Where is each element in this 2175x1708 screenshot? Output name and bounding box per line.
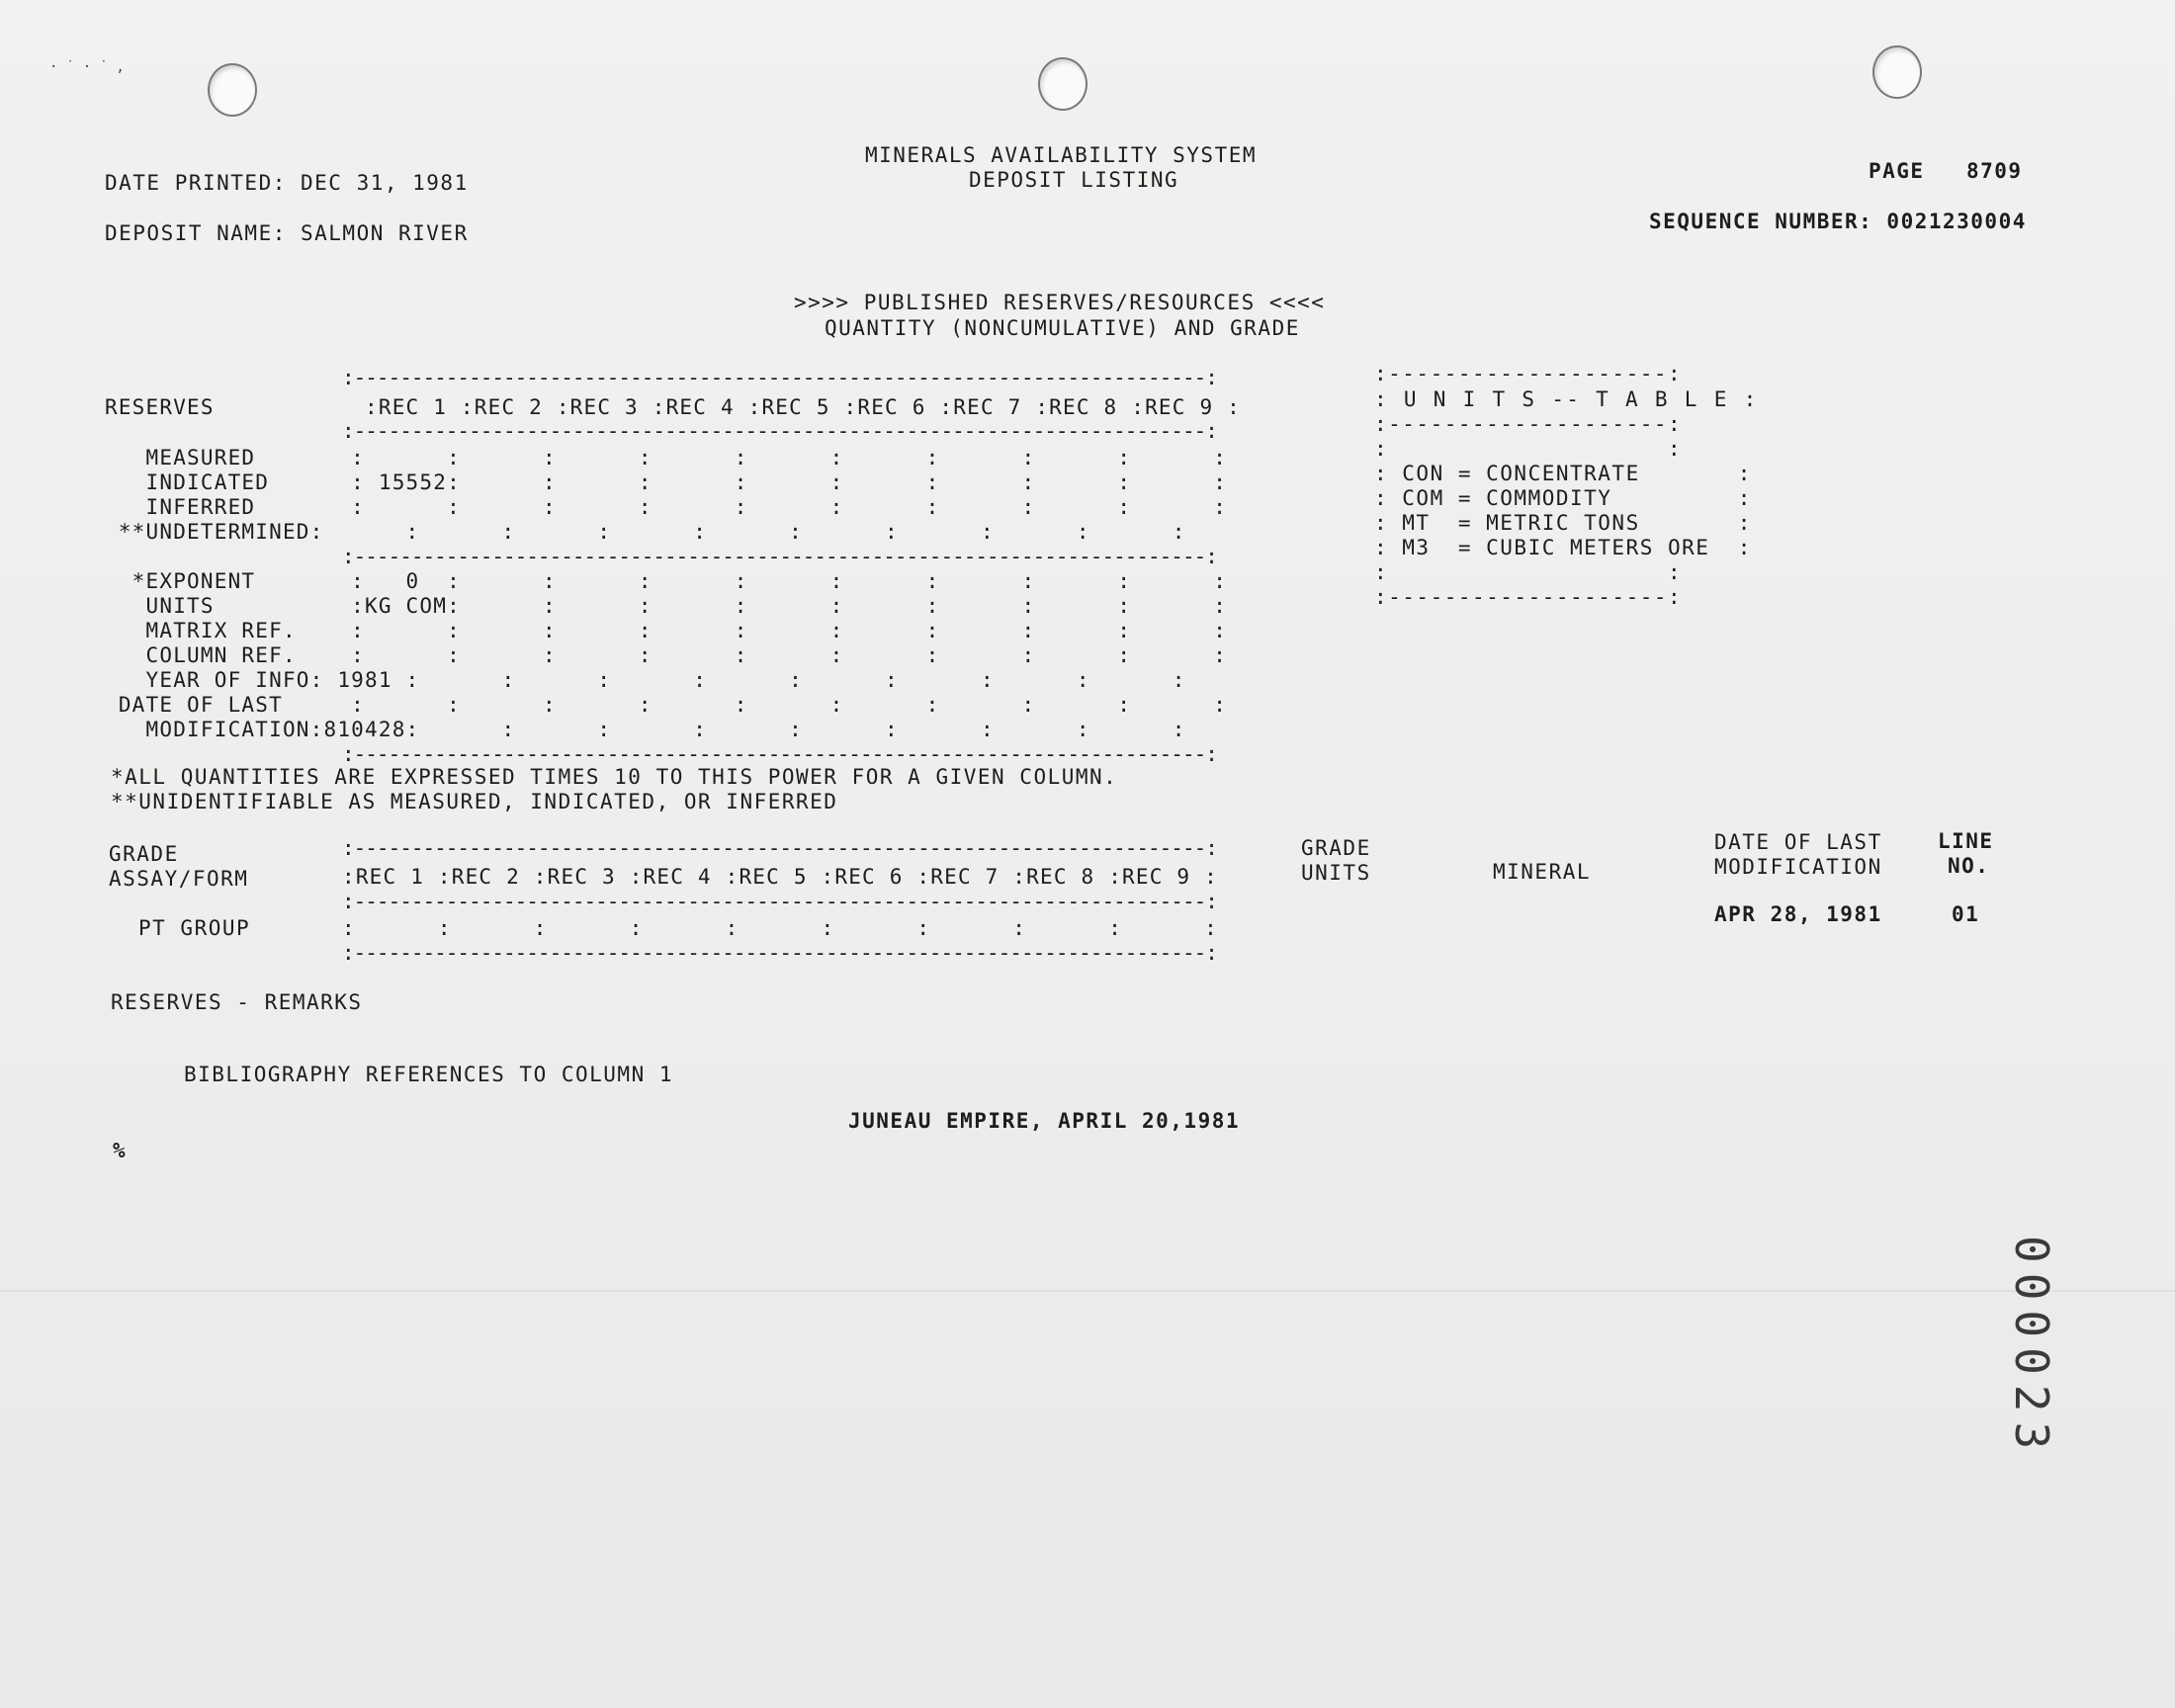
line-no-header: NO. [1948, 854, 1990, 878]
exponent-footnote: *ALL QUANTITIES ARE EXPRESSED TIMES 10 TO THIS POWER FOR A GIVEN COLUMN. [111, 765, 1118, 789]
section-subtitle: QUANTITY (NONCUMULATIVE) AND GRADE [825, 316, 1300, 340]
undetermined-footnote: **UNIDENTIFIABLE AS MEASURED, INDICATED, OR INFERRED [111, 790, 838, 813]
reserves-top-border: :--------------------------------------------------------------------------: [342, 366, 1217, 389]
units-blank-2: : : [1374, 560, 1683, 584]
row-measured: MEASURED : : : : : : : : : : [105, 446, 1228, 470]
page-fold-line [0, 1290, 2175, 1292]
grade-header-row: :REC 1 :REC 2 :REC 3 :REC 4 :REC 5 :REC 6 :REC 7 :REC 8 :REC 9 : [342, 865, 1218, 889]
row-units: UNITS :KG COM: : : : : : : : : [105, 594, 1228, 618]
units-bottom-border: :--------------------: [1374, 585, 1683, 609]
assay-form-label: ASSAY/FORM [109, 867, 249, 891]
grade-separator: :--------------------------------------------------------------------------: [342, 890, 1217, 913]
listing-subtitle: DEPOSIT LISTING [969, 168, 1179, 192]
mineral-header: MINERAL [1493, 860, 1592, 884]
units-top-border: :--------------------: [1374, 362, 1683, 385]
reserves-remarks-title: RESERVES - REMARKS [111, 990, 363, 1014]
punch-hole-center [1038, 57, 1088, 111]
units-m3: : M3 = CUBIC METERS ORE : [1374, 536, 1752, 559]
sequence-number: SEQUENCE NUMBER: 0021230004 [1649, 210, 2027, 233]
date-printed: DATE PRINTED: DEC 31, 1981 [105, 171, 469, 195]
punch-hole-left [208, 63, 257, 117]
units-con: : CON = CONCENTRATE : [1374, 462, 1752, 485]
section-title: >>>> PUBLISHED RESERVES/RESOURCES <<<< [794, 291, 1326, 314]
row-modification: MODIFICATION:810428: : : : : : : : : [105, 718, 1186, 741]
system-title: MINERALS AVAILABILITY SYSTEM [865, 143, 1258, 167]
punch-hole-right [1872, 45, 1922, 99]
units-com: : COM = COMMODITY : [1374, 486, 1752, 510]
pt-group-label: PT GROUP [138, 916, 251, 940]
row-date-of-last: DATE OF LAST : : : : : : : : : : [105, 693, 1228, 717]
reserves-separator: :--------------------------------------------------------------------------: [342, 419, 1217, 443]
reserves-bottom-border: :--------------------------------------------------------------------------: [342, 742, 1217, 766]
grade-bottom-border: :--------------------------------------------------------------------------: [342, 941, 1217, 965]
ink-specks: · ˙ · ˙ , [49, 59, 125, 75]
line-number-value: 01 [1952, 902, 1980, 926]
grade-top-border: :--------------------------------------------------------------------------: [342, 836, 1217, 860]
bibliography-reference: JUNEAU EMPIRE, APRIL 20,1981 [848, 1109, 1241, 1133]
pt-group-row: : : : : : : : : : : [342, 916, 1218, 940]
side-stamp-number: 000023 [2005, 1236, 2058, 1460]
row-inferred: INFERRED : : : : : : : : : : [105, 495, 1228, 519]
reserves-separator-2: :--------------------------------------------------------------------------: [342, 545, 1217, 568]
row-indicated: INDICATED : 15552: : : : : : : : : [105, 470, 1228, 494]
row-matrix-ref: MATRIX REF. : : : : : : : : : : [105, 619, 1228, 642]
deposit-name: DEPOSIT NAME: SALMON RIVER [105, 221, 469, 245]
grade-label: GRADE [109, 842, 179, 866]
row-undetermined: **UNDETERMINED: : : : : : : : : : [105, 520, 1186, 544]
grade-units-header-2: UNITS [1301, 861, 1371, 885]
line-header: LINE [1938, 829, 1994, 853]
page-number: PAGE 8709 [1869, 159, 2023, 183]
units-mt: : MT = METRIC TONS : [1374, 511, 1752, 535]
modification-header: MODIFICATION [1714, 855, 1882, 879]
row-column-ref: COLUMN REF. : : : : : : : : : : [105, 643, 1228, 667]
row-year-of-info: YEAR OF INFO: 1981 : : : : : : : : : [105, 668, 1186, 692]
reserves-header-row: RESERVES :REC 1 :REC 2 :REC 3 :REC 4 :REC 5 :REC 6 :REC 7 :REC 8 :REC 9 : [105, 395, 1241, 419]
units-blank: : : [1374, 437, 1683, 461]
bibliography-heading: BIBLIOGRAPHY REFERENCES TO COLUMN 1 [184, 1063, 674, 1086]
units-title: : U N I T S -- T A B L E : [1374, 387, 1759, 411]
row-exponent: *EXPONENT : 0 : : : : : : : : : [105, 569, 1228, 593]
modification-date-value: APR 28, 1981 [1714, 902, 1882, 926]
grade-units-header-1: GRADE [1301, 836, 1371, 860]
percent-marker: % [113, 1139, 128, 1162]
units-separator: :--------------------: [1374, 412, 1683, 436]
date-of-last-header: DATE OF LAST [1714, 830, 1882, 854]
